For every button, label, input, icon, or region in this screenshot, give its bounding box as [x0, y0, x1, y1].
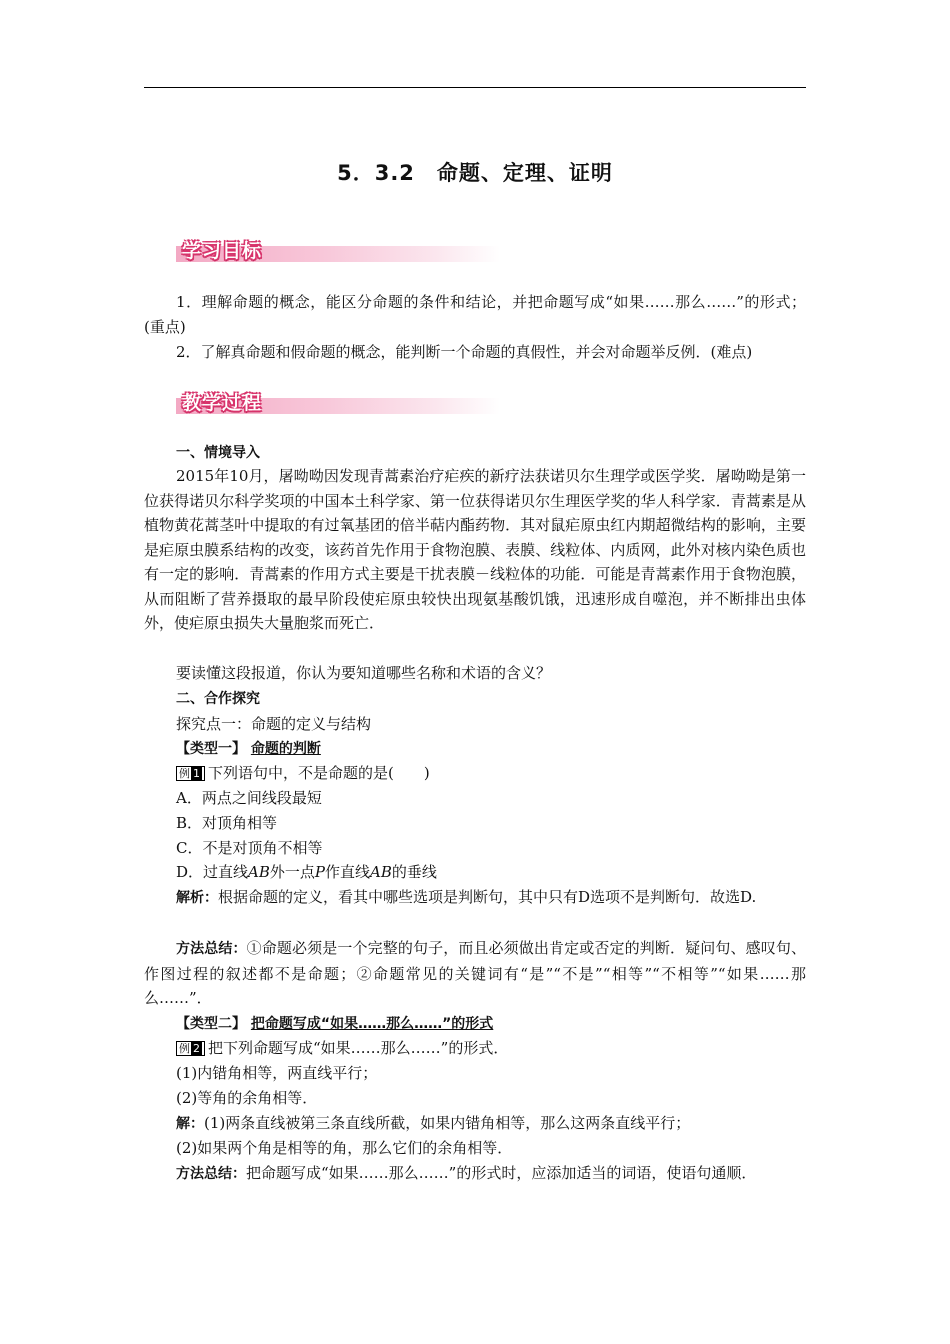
section-2-heading: 二、合作探究 [176, 691, 260, 707]
goal-1: 1．理解命题的概念，能区分命题的条件和结论，并把命题写成“如果……那么……”的形式；(重点) [144, 293, 806, 336]
learning-goals-banner [176, 236, 500, 266]
section-1-heading: 一、情境导入 [176, 445, 260, 461]
example-1-stem: 例 1 下列语句中，不是命题的是( ) [144, 761, 806, 786]
header-rule [144, 87, 806, 88]
example-badge: 例 1 [176, 766, 205, 781]
goal-2: 2．了解真命题和假命题的概念，能判断一个命题的真假性，并会对命题举反例．(难点) [176, 343, 753, 361]
type-1-bracket: 【类型一】 [176, 741, 246, 757]
option-b: B．对顶角相等 [176, 814, 278, 832]
example-2-solution-1: 解：(1)两条直线被第三条直线所截，如果内错角相等，那么这两条直线平行； [176, 1114, 691, 1132]
example-2-q1: (1)内错角相等，两直线平行； [176, 1064, 378, 1082]
explore-point-1: 探究点一：命题的定义与结构 [176, 715, 372, 733]
example-1-method: 方法总结：①命题必须是一个完整的句子，而且必须做出肯定或否定的判断．疑问句、感叹句、作图过程的叙述都不是命题；②命题常见的关键词有“是”“不是”“相等”“不相等”“如果……那么……”． [144, 939, 806, 1007]
banner-label: 学习目标 [182, 240, 263, 262]
teaching-process-banner [176, 388, 500, 418]
example-1-analysis: 解析：根据命题的定义，看其中哪些选项是判断句，其中只有D选项不是判断句．故选D. [176, 888, 757, 906]
option-d: D．过直线AB外一点P作直线AB的垂线 [176, 863, 437, 881]
type-1-title: 命题的判断 [250, 741, 321, 757]
type-2-heading [144, 1012, 806, 1037]
type-2-title: 把命题写成“如果……那么……”的形式 [250, 1016, 494, 1032]
type-2-bracket: 【类型二】 [176, 1016, 246, 1032]
type-1-heading [144, 737, 806, 762]
example-2-solution-2: (2)如果两个角是相等的角，那么它们的余角相等． [176, 1139, 513, 1157]
intro-question: 要读懂这段报道，你认为要知道哪些名称和术语的含义？ [176, 664, 552, 682]
example-2-q2: (2)等角的余角相等． [176, 1089, 318, 1107]
example-badge: 例 2 [176, 1041, 205, 1056]
example-2-method: 方法总结：把命题写成“如果……那么……”的形式时，应添加适当的词语，使语句通顺． [176, 1164, 757, 1182]
example-2-stem: 例 2 把下列命题写成“如果……那么……”的形式． [144, 1036, 806, 1061]
intro-paragraph: 2015年10月，屠呦呦因发现青蒿素治疗疟疾的新疗法获诺贝尔生理学或医学奖．屠呦呦是第一位获得诺贝尔科学奖项的中国本土科学家、第一位获得诺贝尔生理医学奖的华人科学家．青蒿素是从植物黄花蒿茎叶中提取的有过氧基团的倍半萜内酯药物．其对鼠疟原虫红内期超微结构的影响，主要是疟原虫膜系结构的改变，该药首先作用于食物泡膜、表膜、线粒体、内质网，此外对核内染色质也有一定的影响．青蒿素的作用方式主要是干扰表膜－线粒体的功能．可能是青蒿素作用于食物泡膜，从而阻断了营养摄取的最早阶段使疟原虫较快出现氨基酸饥饿，迅速形成自噬泡，并不断排出虫体外，使疟原虫损失大量胞浆而死亡． [144, 467, 806, 632]
option-a: A．两点之间线段最短 [176, 789, 322, 807]
page-title: 5．3.2 命题、定理、证明 [337, 161, 613, 185]
option-c: C．不是对顶角不相等 [176, 839, 323, 857]
banner-label: 教学过程 [182, 392, 263, 414]
